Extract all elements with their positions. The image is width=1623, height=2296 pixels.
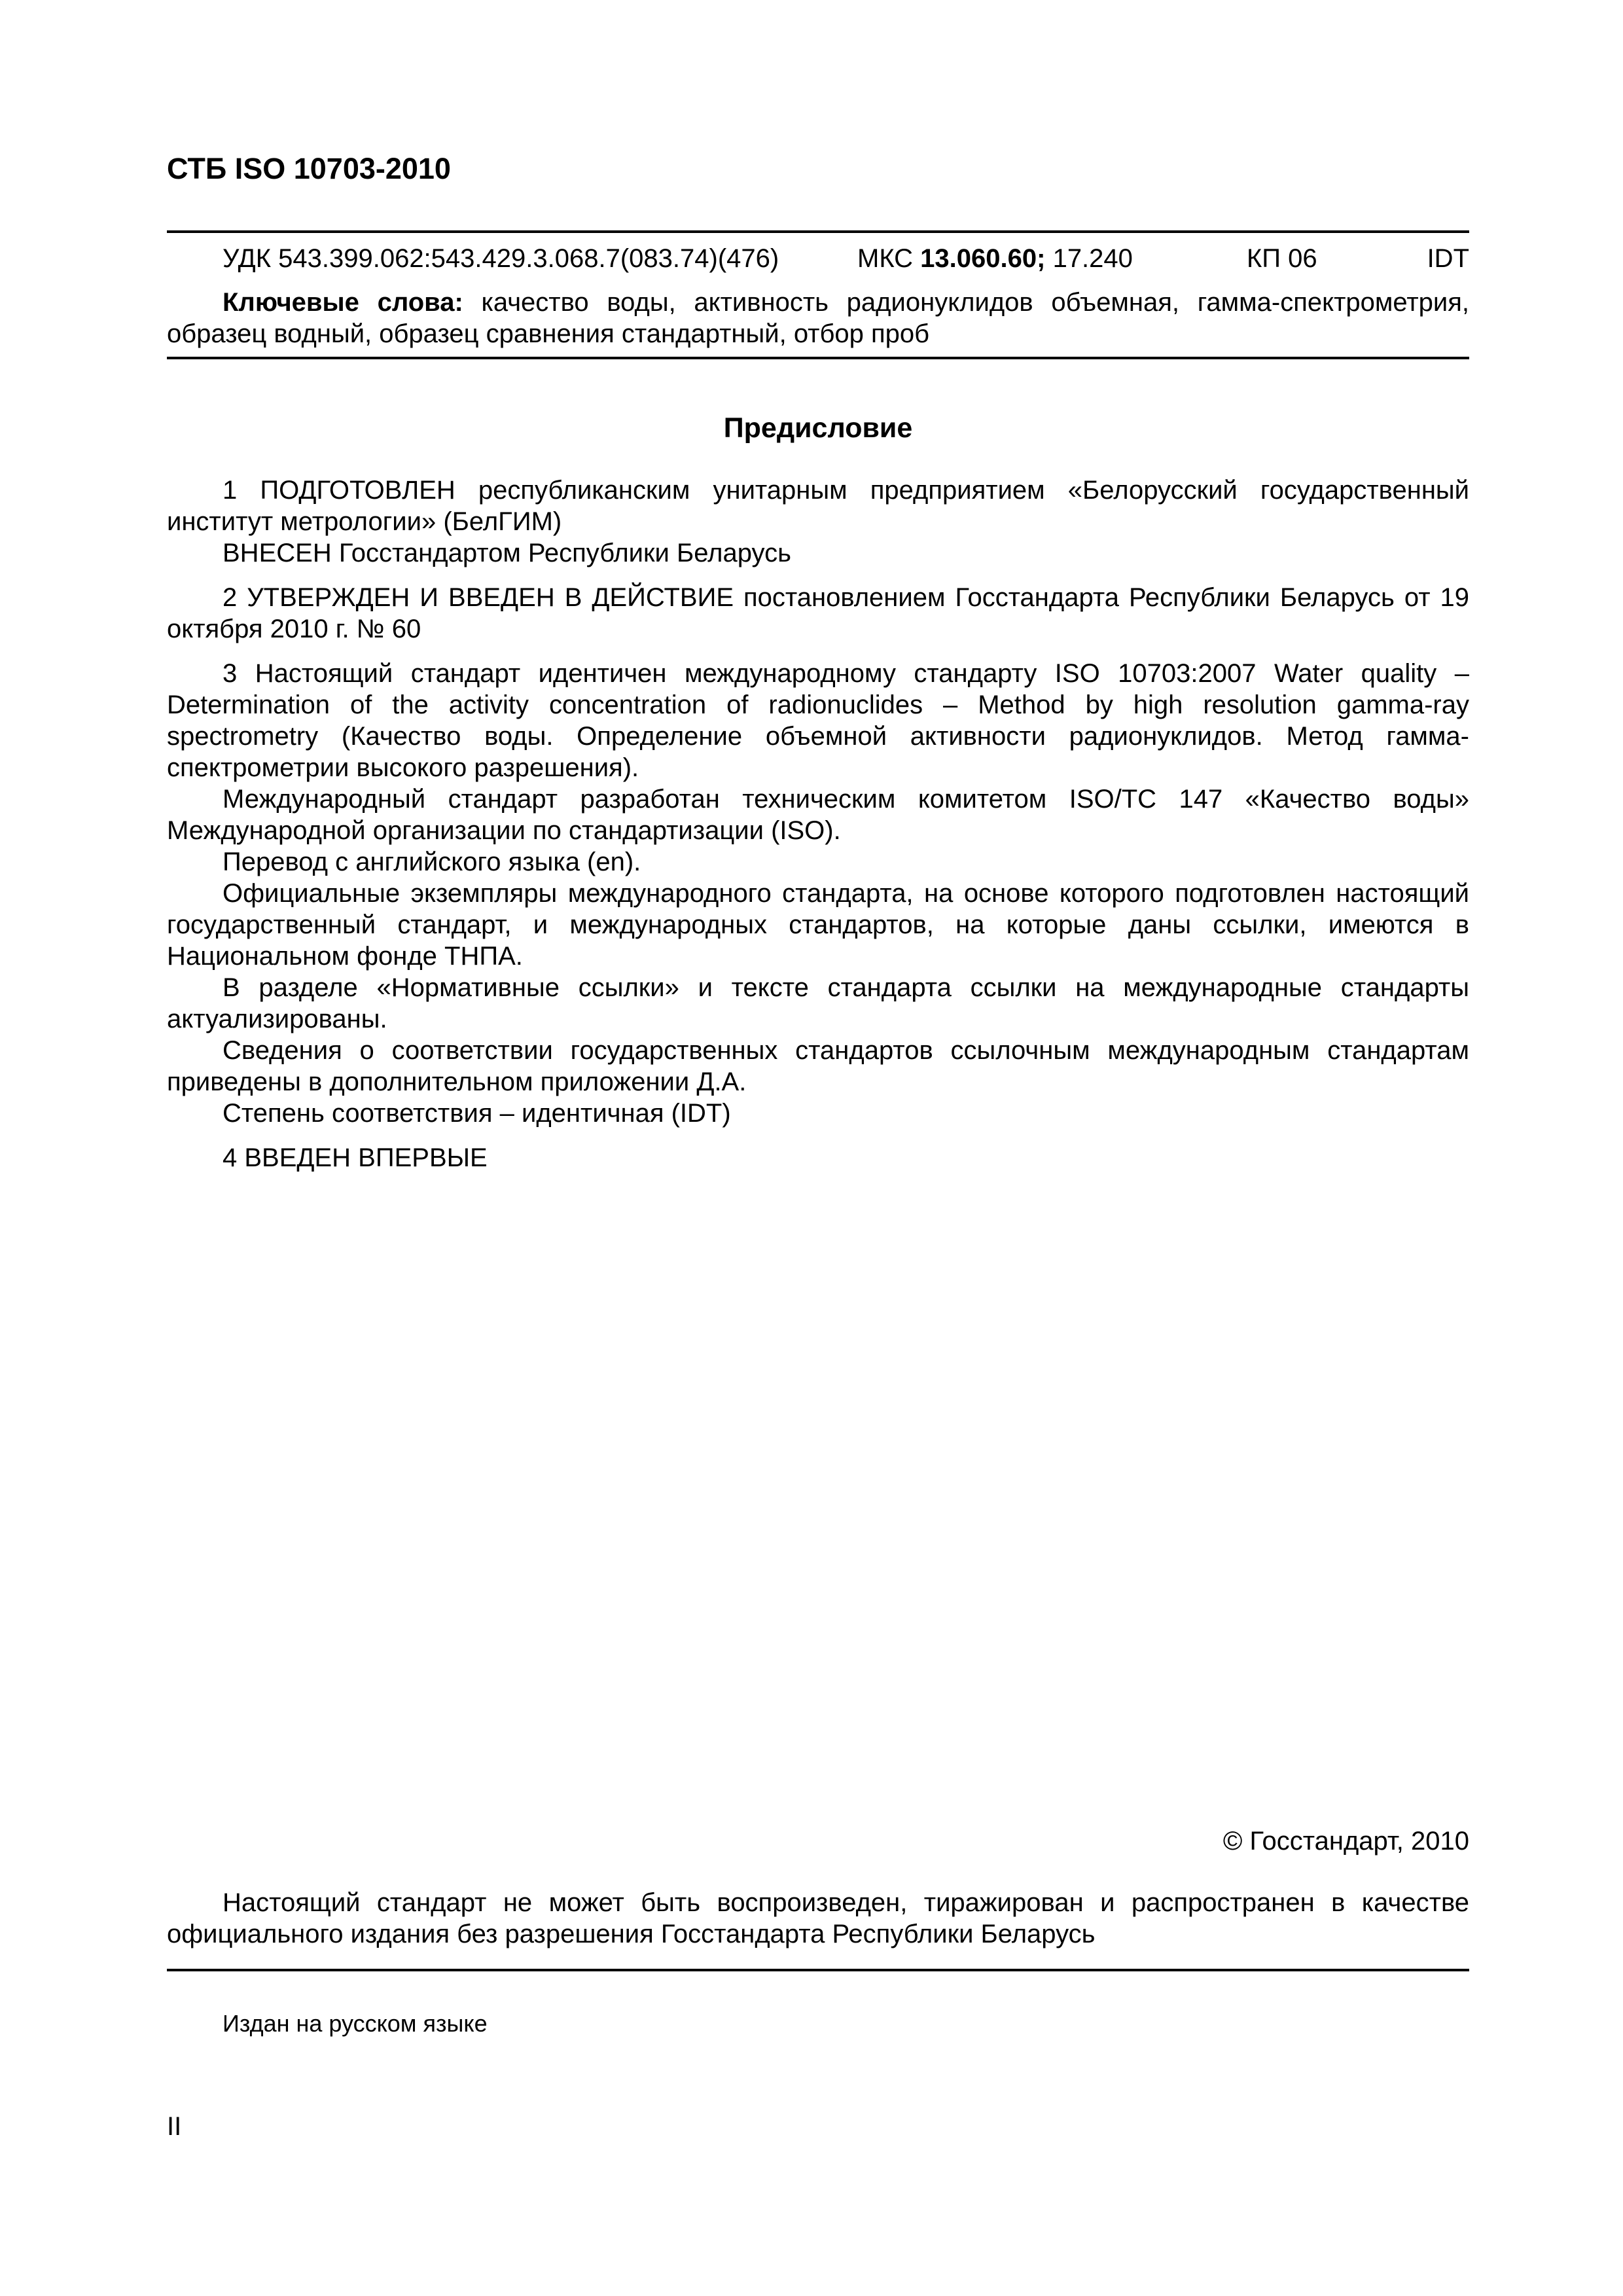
- footer-rule: [167, 1969, 1469, 1971]
- keywords-rule: [167, 357, 1469, 359]
- foreword-title: Предисловие: [723, 412, 913, 444]
- foreword-paragraph: Степень соответствия – идентичная (IDT): [223, 1099, 731, 1128]
- reproduction-notice-block: [167, 1887, 1469, 1950]
- foreword-paragraph: 1 ПОДГОТОВЛЕН республиканским унитарным предприятием «Белорусский государственный институт метрологии» (БелГИМ): [167, 476, 1469, 536]
- foreword-paragraph: 3 Настоящий стандарт идентичен международному стандарту ISO 10703:2007 Water quality – Determination of the activity concentration of radionuclides – Method by high resolution gamma-ray spectrometry (Качество воды. Определение объемной активности радионуклидов. Метод гамма-спектрометрии высокого разрешения).: [167, 659, 1469, 782]
- mks-primary: 13.060.60;: [920, 244, 1046, 273]
- foreword-paragraph: Официальные экземпляры международного стандарта, на основе которого подготовлен настоящий государственный стандарт, и международных стандартов, на которые даны ссылки, имеются в Национальном фонде ТНПА.: [167, 879, 1469, 971]
- idt-code: IDT: [1427, 244, 1469, 273]
- foreword-paragraph: В разделе «Нормативные ссылки» и тексте стандарта ссылки на международные стандарты актуализированы.: [167, 973, 1469, 1033]
- foreword-paragraph: 4 ВВЕДЕН ВПЕРВЫЕ: [223, 1143, 488, 1172]
- foreword-paragraph: Перевод с английского языка (en).: [223, 848, 641, 876]
- foreword-paragraph: ВНЕСЕН Госстандартом Республики Беларусь: [223, 539, 791, 567]
- keywords-text: качество воды, активность радионуклидов объемная, гамма-спектрометрия, образец водный, образец сравнения стандартный, отбор проб: [167, 288, 1469, 348]
- published-language: Издан на русском языке: [223, 2010, 488, 2037]
- foreword-paragraph: Международный стандарт разработан техническим комитетом ISO/TC 147 «Качество воды» Международной организации по стандартизации (ISO).: [167, 785, 1469, 845]
- document-header: СТБ ISO 10703-2010: [167, 152, 451, 185]
- udk-code: УДК 543.399.062:543.429.3.068.7(083.74)(476): [223, 244, 779, 273]
- reproduction-notice: Настоящий стандарт не может быть воспроизведен, тиражирован и распространен в качестве официального издания без разрешения Госстандарта Республики Беларусь: [167, 1888, 1469, 1948]
- page-number: II: [167, 2112, 182, 2141]
- foreword-paragraph: Сведения о соответствии государственных стандартов ссылочным международным стандартам приведены в дополнительном приложении Д.А.: [167, 1036, 1469, 1096]
- mks-secondary: 17.240: [1045, 244, 1133, 273]
- foreword-body: [167, 475, 1469, 1174]
- keywords-block: [167, 287, 1469, 350]
- kp-code: КП 06: [1247, 244, 1317, 273]
- mks-code: [857, 242, 1133, 275]
- foreword-paragraph: 2 УТВЕРЖДЕН И ВВЕДЕН В ДЕЙСТВИЕ постановлением Госстандарта Республики Беларусь от 19 октября 2010 г. № 60: [167, 583, 1469, 643]
- copyright: © Госстандарт, 2010: [1222, 1827, 1469, 1856]
- classification-row: [223, 242, 1469, 275]
- keywords-label: Ключевые слова:: [223, 288, 463, 317]
- top-rule: [167, 230, 1469, 233]
- mks-label: МКС: [857, 244, 921, 273]
